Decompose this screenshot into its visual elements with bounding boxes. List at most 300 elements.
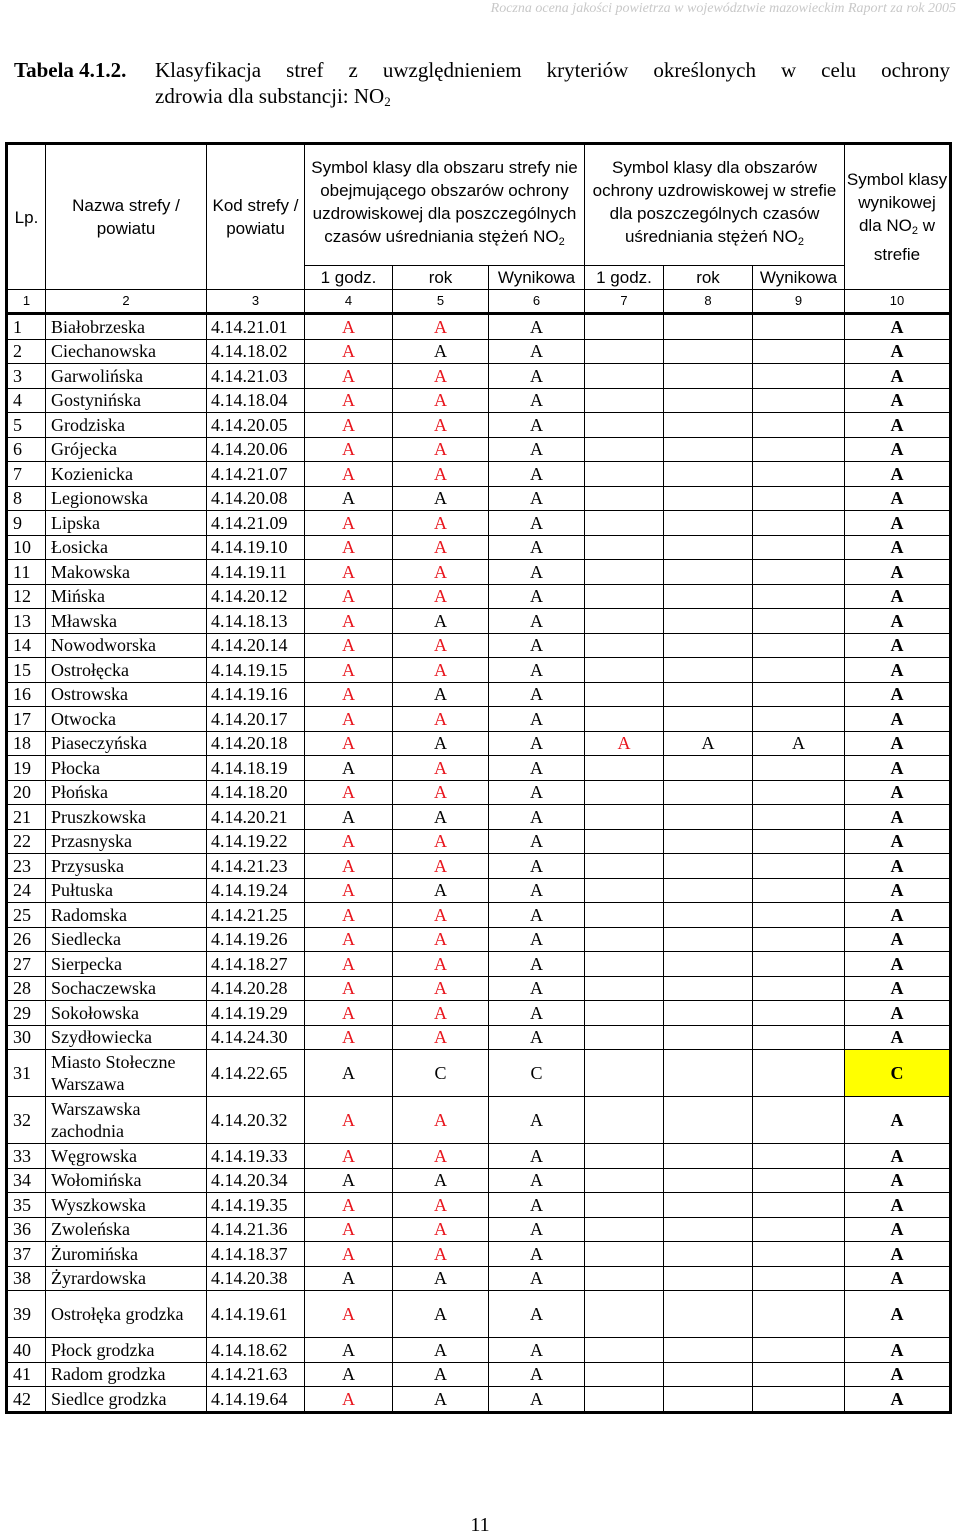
cell-result-class: A [845,388,951,413]
cell-spa-class-year [664,927,753,952]
header-group-spa [585,144,845,266]
cell-lp: 18 [7,731,46,756]
table-row [7,1362,951,1387]
cell-zone-name: Lipska [46,511,207,536]
cell-zone-code: 4.14.19.11 [207,560,305,585]
cell-spa-class-hour [585,486,664,511]
cell-zone-name: Kozienicka [46,462,207,487]
cell-result-class: A [845,1001,951,1026]
cell-spa-class-year [664,1242,753,1267]
cell-class-year: A [393,658,489,683]
header-result-tail: w strefie [873,216,936,264]
cell-zone-code: 4.14.21.23 [207,854,305,879]
cell-class-year: A [393,1242,489,1267]
cell-spa-class-overall [753,1097,845,1144]
cell-lp: 40 [7,1338,46,1363]
cell-spa-class-hour [585,633,664,658]
cell-class-overall: A [489,780,585,805]
cell-zone-code: 4.14.18.02 [207,339,305,364]
cell-lp: 32 [7,1097,46,1144]
cell-result-class: A [845,1338,951,1363]
table-row [7,1217,951,1242]
table-row [7,437,951,462]
cell-spa-class-year [664,903,753,928]
cell-class-hour: A [305,707,393,732]
cell-spa-class-overall [753,388,845,413]
subheader-overall-zone: Wynikowa [489,266,585,290]
cell-result-class: A [845,314,951,340]
cell-zone-code: 4.14.19.16 [207,682,305,707]
cell-spa-class-hour [585,976,664,1001]
cell-class-year: A [393,878,489,903]
cell-class-hour: A [305,1242,393,1267]
cell-class-hour: A [305,1387,393,1413]
cell-spa-class-hour [585,609,664,634]
cell-zone-code: 4.14.18.19 [207,756,305,781]
table-row [7,1193,951,1218]
table-row [7,903,951,928]
cell-lp: 35 [7,1193,46,1218]
cell-spa-class-year [664,1338,753,1363]
cell-zone-name: Garwolińska [46,364,207,389]
cell-zone-name: Nowodworska [46,633,207,658]
cell-class-year: A [393,535,489,560]
cell-lp: 14 [7,633,46,658]
cell-spa-class-overall [753,633,845,658]
cell-result-class: A [845,1168,951,1193]
cell-spa-class-hour [585,1266,664,1291]
table-row [7,854,951,879]
cell-zone-code: 4.14.20.21 [207,805,305,830]
table-row [7,364,951,389]
table-row [7,535,951,560]
cell-class-year: A [393,314,489,340]
table-row [7,1242,951,1267]
cell-zone-name: Białobrzeska [46,314,207,340]
cell-class-year: A [393,1387,489,1413]
cell-spa-class-overall [753,952,845,977]
cell-zone-name: Radom grodzka [46,1362,207,1387]
cell-result-class: A [845,780,951,805]
cell-result-class: A [845,1097,951,1144]
cell-spa-class-overall [753,413,845,438]
cell-spa-class-hour [585,462,664,487]
cell-lp: 30 [7,1025,46,1050]
cell-class-overall: A [489,1193,585,1218]
cell-spa-class-hour [585,584,664,609]
cell-spa-class-overall [753,1168,845,1193]
cell-zone-code: 4.14.21.63 [207,1362,305,1387]
cell-class-hour: A [305,339,393,364]
cell-spa-class-overall [753,805,845,830]
cell-class-year: A [393,903,489,928]
cell-spa-class-year [664,364,753,389]
cell-spa-class-overall [753,1001,845,1026]
cell-class-year: A [393,486,489,511]
cell-class-year: A [393,731,489,756]
cell-zone-code: 4.14.18.27 [207,952,305,977]
subheader-year-zone: rok [393,266,489,290]
cell-class-hour: A [305,1168,393,1193]
cell-result-class: A [845,535,951,560]
column-number: 7 [585,290,664,314]
cell-class-hour: A [305,511,393,536]
cell-spa-class-year [664,1193,753,1218]
cell-class-hour: A [305,1050,393,1097]
cell-result-class: A [845,462,951,487]
cell-spa-class-overall [753,682,845,707]
cell-zone-name: Ostrołęka grodzka [46,1291,207,1338]
table-row [7,707,951,732]
cell-zone-code: 4.14.24.30 [207,1025,305,1050]
cell-class-overall: A [489,1387,585,1413]
cell-class-hour: A [305,584,393,609]
cell-spa-class-overall [753,658,845,683]
cell-class-overall: A [489,314,585,340]
cell-zone-code: 4.14.20.08 [207,486,305,511]
table-row [7,878,951,903]
cell-result-class: A [845,658,951,683]
cell-class-hour: A [305,1097,393,1144]
cell-spa-class-overall [753,1193,845,1218]
cell-zone-code: 4.14.21.09 [207,511,305,536]
cell-lp: 19 [7,756,46,781]
caption-line1: Klasyfikacja stref z uwzględnieniem kryteriów określonych w celu ochrony [155,58,950,82]
cell-spa-class-hour [585,658,664,683]
cell-spa-class-hour [585,1362,664,1387]
cell-zone-code: 4.14.19.10 [207,535,305,560]
cell-result-class: A [845,682,951,707]
cell-spa-class-hour [585,1338,664,1363]
cell-spa-class-overall [753,756,845,781]
cell-class-hour: A [305,1338,393,1363]
cell-zone-name: Sochaczewska [46,976,207,1001]
cell-spa-class-year [664,314,753,340]
cell-spa-class-year [664,560,753,585]
cell-spa-class-year [664,829,753,854]
cell-zone-name: Sokołowska [46,1001,207,1026]
cell-class-overall: A [489,1144,585,1169]
cell-class-hour: A [305,903,393,928]
cell-lp: 13 [7,609,46,634]
cell-spa-class-hour [585,388,664,413]
cell-spa-class-year [664,1097,753,1144]
cell-zone-code: 4.14.20.28 [207,976,305,1001]
table-row [7,633,951,658]
table-row [7,1168,951,1193]
cell-class-hour: A [305,486,393,511]
cell-lp: 28 [7,976,46,1001]
cell-lp: 2 [7,339,46,364]
cell-spa-class-hour [585,854,664,879]
cell-class-year: A [393,388,489,413]
cell-zone-name: Żuromińska [46,1242,207,1267]
subheader-hour-zone: 1 godz. [305,266,393,290]
cell-spa-class-hour [585,1387,664,1413]
cell-zone-code: 4.14.18.62 [207,1338,305,1363]
cell-spa-class-overall [753,1291,845,1338]
cell-result-class: A [845,560,951,585]
cell-lp: 6 [7,437,46,462]
cell-zone-name: Miasto Stołeczne Warszawa [46,1050,207,1097]
cell-zone-code: 4.14.20.32 [207,1097,305,1144]
cell-class-overall: A [489,952,585,977]
column-number: 3 [207,290,305,314]
cell-class-overall: A [489,609,585,634]
column-number: 1 [7,290,46,314]
cell-spa-class-hour [585,511,664,536]
cell-class-overall: A [489,682,585,707]
cell-class-overall: A [489,878,585,903]
cell-zone-name: Radomska [46,903,207,928]
table-row [7,952,951,977]
cell-lp: 27 [7,952,46,977]
cell-spa-class-overall [753,780,845,805]
cell-class-year: A [393,633,489,658]
cell-spa-class-year [664,511,753,536]
caption-line2-wrap [155,84,391,114]
cell-spa-class-hour [585,1242,664,1267]
header-result-text: Symbol klasy wynikowej dla NO [846,170,948,235]
cell-lp: 17 [7,707,46,732]
cell-zone-name: Makowska [46,560,207,585]
table-row [7,609,951,634]
table-caption [14,58,950,83]
cell-spa-class-year [664,388,753,413]
cell-class-year: A [393,339,489,364]
cell-class-year: A [393,511,489,536]
cell-result-class: A [845,1144,951,1169]
cell-class-overall: A [489,1217,585,1242]
cell-zone-code: 4.14.18.37 [207,1242,305,1267]
header-result [845,144,951,290]
cell-class-hour: A [305,1362,393,1387]
cell-result-class: A [845,731,951,756]
cell-spa-class-year [664,682,753,707]
cell-spa-class-year [664,1217,753,1242]
cell-spa-class-hour [585,1193,664,1218]
cell-class-year: A [393,707,489,732]
cell-spa-class-overall [753,1338,845,1363]
cell-spa-class-year [664,805,753,830]
cell-zone-code: 4.14.21.01 [207,314,305,340]
cell-spa-class-overall [753,364,845,389]
cell-spa-class-hour [585,413,664,438]
cell-lp: 24 [7,878,46,903]
cell-spa-class-hour [585,829,664,854]
cell-class-hour: A [305,952,393,977]
cell-zone-name: Przysuska [46,854,207,879]
table-row [7,805,951,830]
cell-result-class: A [845,952,951,977]
cell-class-hour: A [305,1217,393,1242]
cell-class-hour: A [305,413,393,438]
cell-class-overall: A [489,854,585,879]
cell-spa-class-overall [753,878,845,903]
header-group-zone-sub: 2 [558,236,565,248]
cell-result-class: A [845,829,951,854]
cell-spa-class-year [664,1387,753,1413]
cell-class-overall: A [489,805,585,830]
table-header [7,144,951,314]
table-row [7,829,951,854]
cell-class-year: A [393,1144,489,1169]
cell-zone-code: 4.14.19.29 [207,1001,305,1026]
cell-zone-name: Grójecka [46,437,207,462]
cell-zone-code: 4.14.19.64 [207,1387,305,1413]
cell-class-overall: A [489,413,585,438]
cell-class-hour: A [305,1266,393,1291]
cell-class-year: A [393,829,489,854]
cell-class-overall: A [489,976,585,1001]
subheader-overall-spa: Wynikowa [753,266,845,290]
caption-line2: zdrowia dla substancji: NO [155,84,385,108]
cell-spa-class-year [664,535,753,560]
cell-spa-class-hour [585,1097,664,1144]
cell-spa-class-overall [753,854,845,879]
cell-result-class: A [845,976,951,1001]
cell-zone-code: 4.14.21.03 [207,364,305,389]
cell-spa-class-hour [585,805,664,830]
cell-class-hour: A [305,1144,393,1169]
cell-class-overall: C [489,1050,585,1097]
cell-class-hour: A [305,682,393,707]
column-number: 5 [393,290,489,314]
column-number: 10 [845,290,951,314]
cell-class-hour: A [305,609,393,634]
cell-lp: 4 [7,388,46,413]
cell-zone-name: Siedlce grodzka [46,1387,207,1413]
subheader-hour-spa: 1 godz. [585,266,664,290]
cell-spa-class-year [664,339,753,364]
cell-zone-name: Wołomińska [46,1168,207,1193]
cell-class-overall: A [489,731,585,756]
cell-class-overall: A [489,462,585,487]
cell-spa-class-overall [753,535,845,560]
cell-class-year: C [393,1050,489,1097]
cell-spa-class-hour [585,560,664,585]
cell-spa-class-hour [585,437,664,462]
cell-result-class: A [845,364,951,389]
cell-lp: 42 [7,1387,46,1413]
cell-class-overall: A [489,927,585,952]
cell-spa-class-hour [585,1001,664,1026]
cell-spa-class-hour [585,952,664,977]
cell-lp: 21 [7,805,46,830]
cell-class-year: A [393,364,489,389]
cell-class-hour: A [305,314,393,340]
cell-class-overall: A [489,1242,585,1267]
cell-class-year: A [393,462,489,487]
column-number: 8 [664,290,753,314]
cell-class-year: A [393,1266,489,1291]
table-row [7,486,951,511]
cell-lp: 23 [7,854,46,879]
cell-class-hour: A [305,535,393,560]
cell-class-year: A [393,927,489,952]
cell-spa-class-year [664,658,753,683]
cell-zone-code: 4.14.21.07 [207,462,305,487]
cell-class-hour: A [305,462,393,487]
cell-class-hour: A [305,756,393,781]
cell-class-hour: A [305,731,393,756]
table-row [7,976,951,1001]
cell-result-class: A [845,1217,951,1242]
table-row [7,1266,951,1291]
table-number: Tabela 4.1.2. [14,58,127,82]
cell-class-overall: A [489,1025,585,1050]
cell-class-year: A [393,854,489,879]
column-number: 9 [753,290,845,314]
cell-class-hour: A [305,1001,393,1026]
cell-zone-name: Grodziska [46,413,207,438]
cell-spa-class-hour [585,903,664,928]
table-row [7,462,951,487]
cell-lp: 20 [7,780,46,805]
cell-zone-code: 4.14.19.15 [207,658,305,683]
cell-class-overall: A [489,1338,585,1363]
cell-zone-code: 4.14.19.33 [207,1144,305,1169]
cell-class-overall: A [489,756,585,781]
cell-class-overall: A [489,388,585,413]
cell-result-class: A [845,633,951,658]
table-row [7,756,951,781]
cell-result-class: A [845,1291,951,1338]
cell-zone-code: 4.14.22.65 [207,1050,305,1097]
cell-spa-class-year [664,437,753,462]
cell-result-class: A [845,1242,951,1267]
cell-zone-name: Ostrowska [46,682,207,707]
cell-spa-class-year [664,462,753,487]
cell-result-class: A [845,1266,951,1291]
cell-zone-name: Ostrołęcka [46,658,207,683]
cell-zone-code: 4.14.18.13 [207,609,305,634]
cell-spa-class-year [664,1266,753,1291]
cell-spa-class-hour [585,878,664,903]
table-body [7,314,951,1413]
cell-class-year: A [393,1217,489,1242]
cell-class-year: A [393,560,489,585]
cell-zone-name: Płońska [46,780,207,805]
cell-result-class: A [845,339,951,364]
cell-zone-name: Węgrowska [46,1144,207,1169]
header-result-sub: 2 [911,225,919,237]
cell-class-overall: A [489,903,585,928]
cell-class-overall: A [489,511,585,536]
cell-lp: 9 [7,511,46,536]
cell-spa-class-year [664,1168,753,1193]
cell-class-year: A [393,1025,489,1050]
cell-class-year: A [393,805,489,830]
cell-class-overall: A [489,560,585,585]
cell-spa-class-overall [753,609,845,634]
cell-class-year: A [393,1362,489,1387]
cell-zone-name: Mińska [46,584,207,609]
cell-spa-class-overall [753,1362,845,1387]
cell-class-year: A [393,976,489,1001]
cell-class-overall: A [489,339,585,364]
cell-lp: 11 [7,560,46,585]
cell-result-class: A [845,756,951,781]
page-number: 11 [470,1514,490,1536]
header-lp: Lp. [7,144,46,290]
cell-spa-class-overall [753,437,845,462]
cell-spa-class-overall [753,927,845,952]
cell-class-hour: A [305,633,393,658]
table-row [7,731,951,756]
cell-spa-class-year [664,1362,753,1387]
cell-spa-class-year [664,854,753,879]
